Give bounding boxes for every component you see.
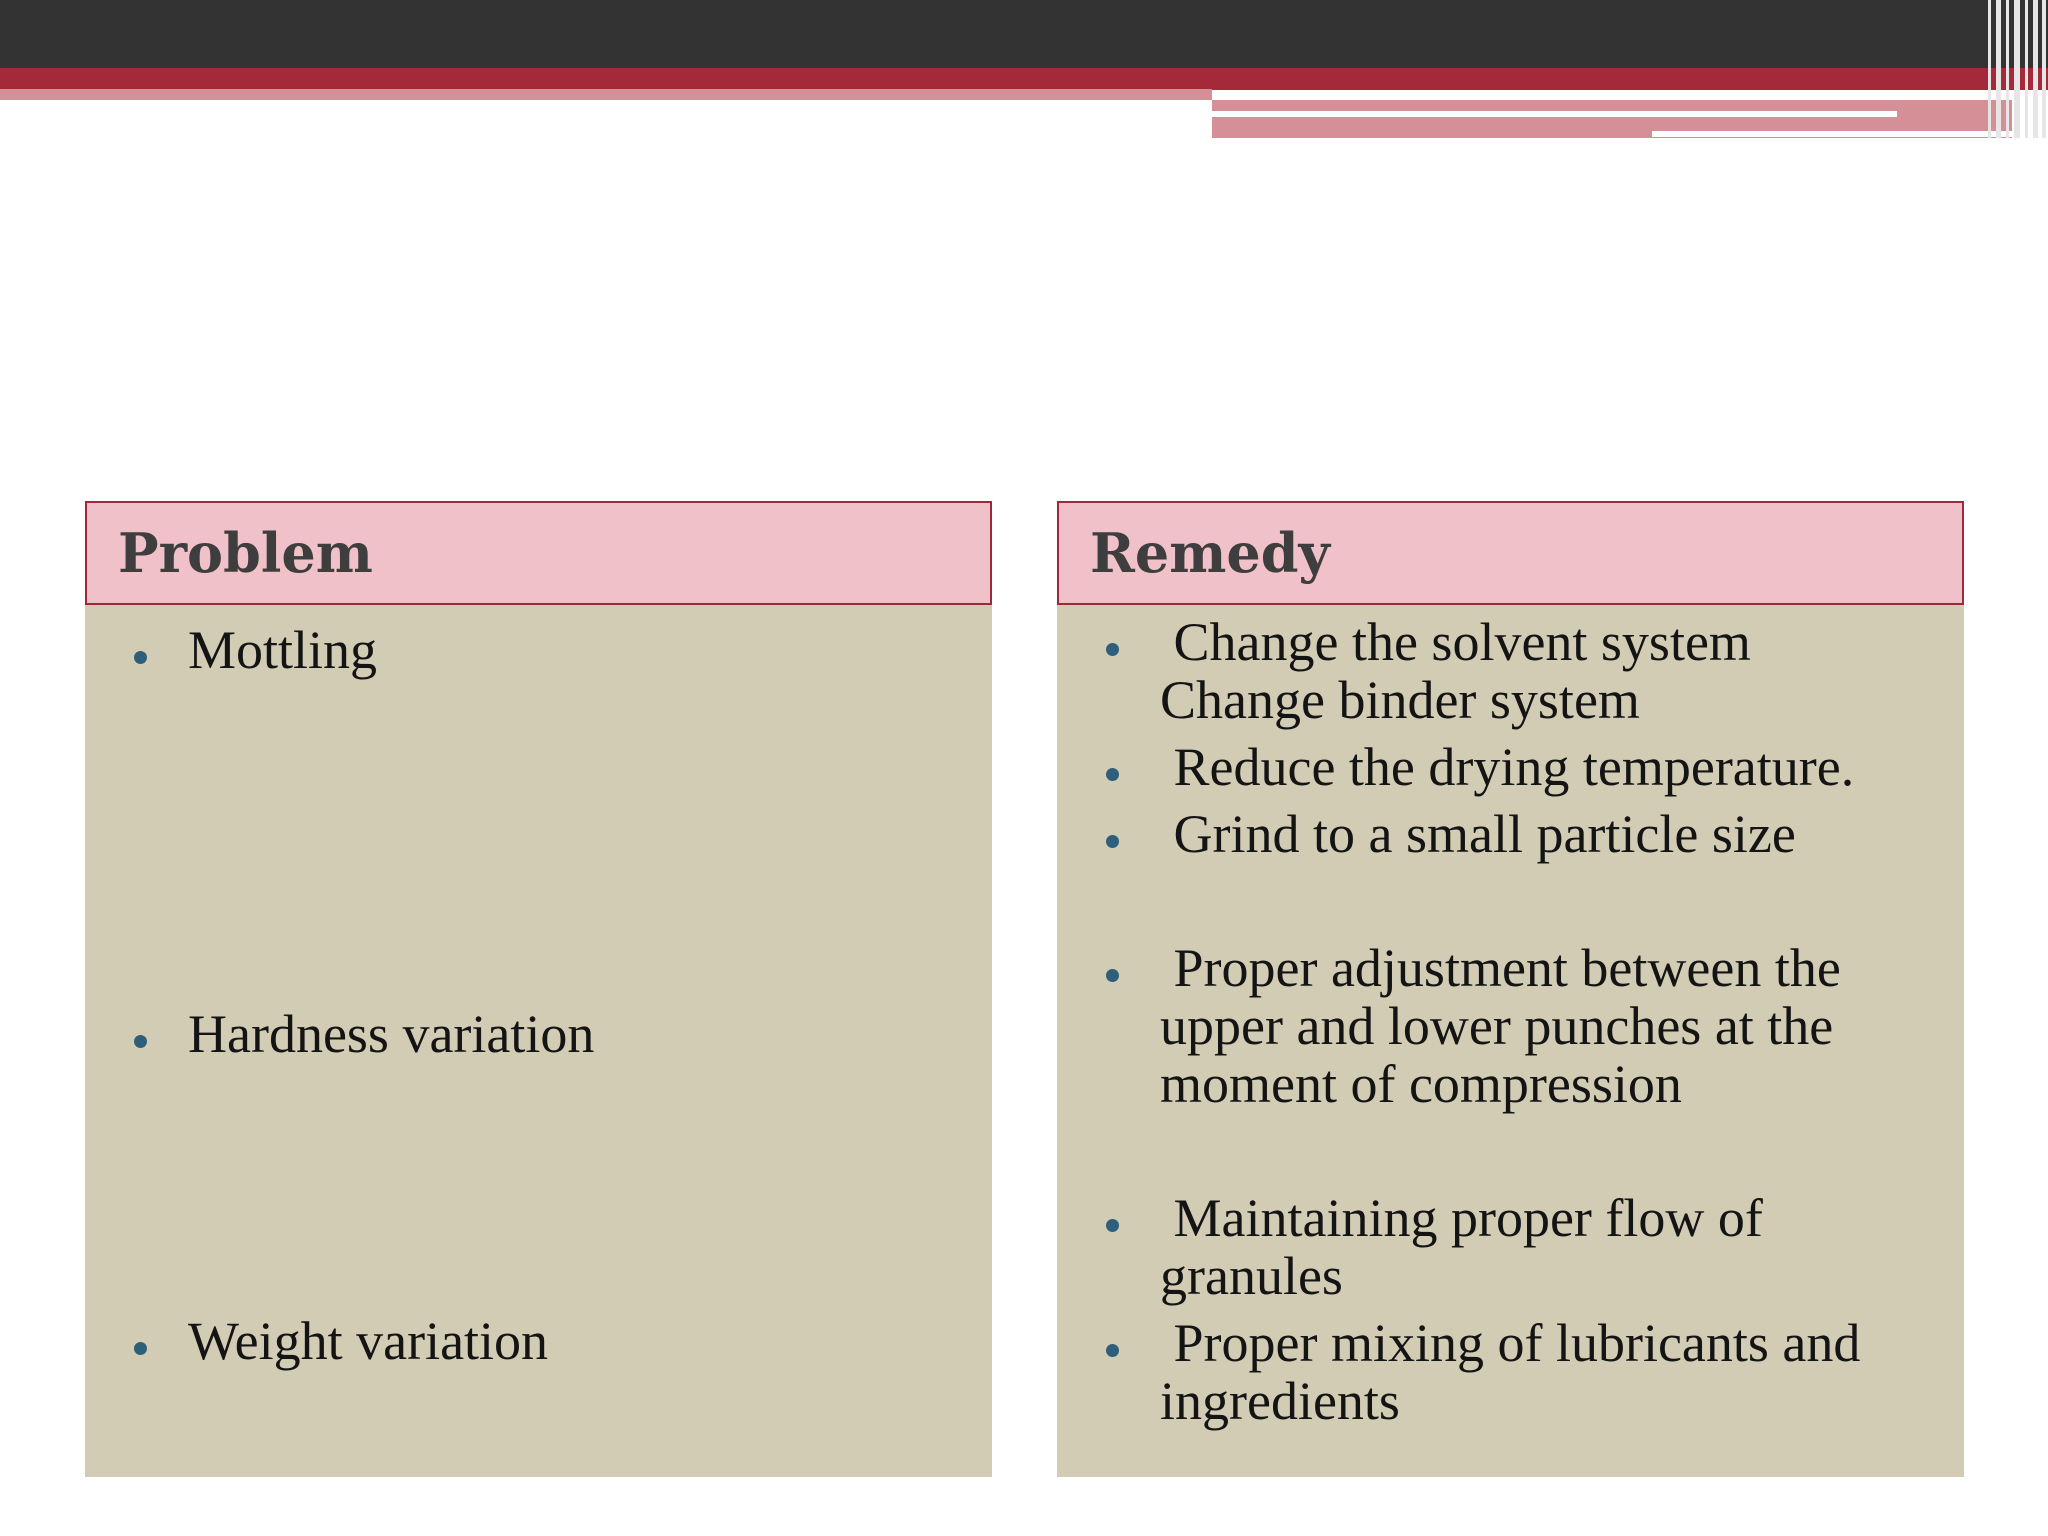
problem-item-weight: Weight variation <box>188 1311 549 1371</box>
remedy-header <box>1057 501 1964 605</box>
remedy-item-1-line2: Change binder system <box>1160 670 1640 730</box>
bullet-icon <box>134 1035 147 1048</box>
bullet-icon <box>1106 1344 1119 1357</box>
bullet-icon <box>1106 835 1119 848</box>
problem-header <box>85 501 992 605</box>
problem-header-title: Problem <box>118 521 373 585</box>
remedy-item-5-line2: granules <box>1160 1246 1343 1306</box>
remedy-panel <box>1057 501 1964 1477</box>
remedy-item-1-line1: Change the solvent system <box>1160 612 1751 672</box>
remedy-item-6-line1: Proper mixing of lubricants and <box>1160 1313 1861 1373</box>
banner-red-bar <box>0 68 2048 90</box>
bullet-icon <box>134 1342 147 1355</box>
remedy-item-4-line2: upper and lower punches at the <box>1160 996 1834 1056</box>
remedy-item-6-line2: ingredients <box>1160 1371 1400 1431</box>
bullet-icon <box>1106 643 1119 656</box>
bullet-icon <box>1106 768 1119 781</box>
banner-stripes <box>1984 0 2048 138</box>
remedy-item-2-line1: Reduce the drying temperature. <box>1160 737 1855 797</box>
bullet-icon <box>134 651 147 664</box>
banner-white-line-top <box>1212 111 1897 117</box>
problem-item-mottling: Mottling <box>188 620 378 680</box>
problem-panel <box>85 501 992 1477</box>
remedy-item-5-line1: Maintaining proper flow of <box>1160 1188 1763 1248</box>
remedy-item-3-line1: Grind to a small particle size <box>1160 804 1796 864</box>
banner-dark-bar <box>0 0 2048 68</box>
remedy-header-title: Remedy <box>1090 521 1330 585</box>
remedy-item-4-line1: Proper adjustment between the <box>1160 938 1841 998</box>
banner-pink-bar-left <box>0 89 1212 100</box>
bullet-icon <box>1106 969 1119 982</box>
bullet-icon <box>1106 1219 1119 1232</box>
banner-white-line-bottom <box>1652 131 2012 137</box>
remedy-item-4-line3: moment of compression <box>1160 1054 1682 1114</box>
problem-item-hardness: Hardness variation <box>188 1004 595 1064</box>
